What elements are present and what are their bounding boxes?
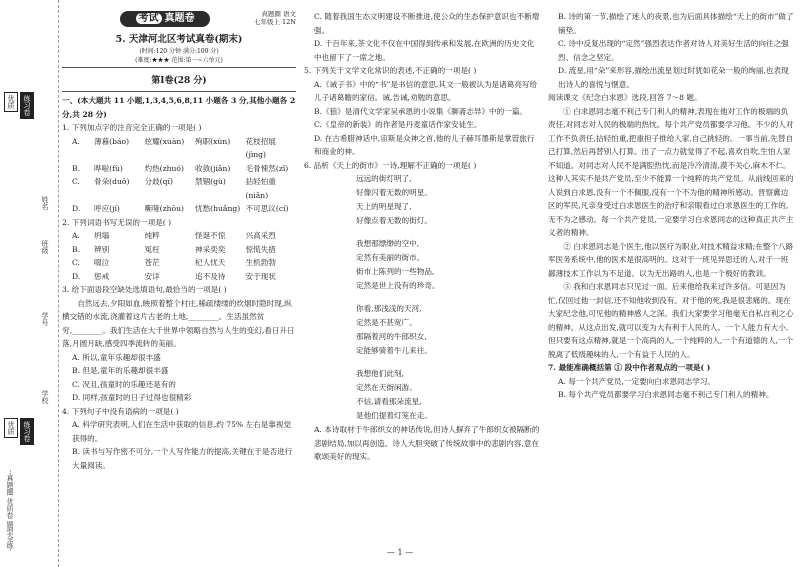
exam-title: 5. 天津河北区考试真卷(期末) (115, 34, 243, 45)
column-3 (548, 10, 794, 402)
option-d: D. 同样,孩童时的日子过得也很精彩 (72, 393, 192, 402)
exam-info-time: (时间:120 分钟 满分:100 分) (139, 47, 219, 55)
column-1 (62, 10, 296, 472)
question-7 (548, 361, 794, 402)
question-3 (62, 283, 296, 405)
question-stem: 7. 最能准确概括第 ① 段中作者观点的一项是( ) (548, 363, 711, 372)
question-stem: 1. 下列加点字的注音完全正确的一项是( ) (62, 123, 202, 132)
option-a: A. 所以,童年乐趣却很丰盛 (72, 352, 161, 362)
question-stem: 4. 下列句子中没有语病的一项是( ) (62, 406, 179, 416)
option-d: D. 千百年来,茶文化不仅在中国得到传承和发展,在欧洲的历史文化中也留下了一席之地。 (314, 39, 535, 62)
badge-bottom-dark: 练习卷 (20, 418, 34, 445)
column-2 (304, 10, 542, 464)
passage-paragraph-2: ② 白求恩同志是个医生,他以医疗为职业,对技术精益求精;在整个八路军医务系统中,他的医术是很高明的。这对于一班见异思迁的人,对于一班鄙薄技术工作以为不足道、以为无出路的人,也是一个极好的教训。 (548, 241, 794, 278)
badge-top: 优质 (4, 92, 18, 112)
passage-paragraph-3: ③ 我和白求恩同志只见过一面。后来他给我来过许多信。可是因为忙,仅回过他一封信,还不知他收到没有。对于他的死,我是很悲痛的。现在大家纪念他,可见他的精神感人之深。我们大家要学习他毫无自私自利之心的精神。从这点出发,就可以变为大有利于人民的人。一个人能力有大小,但只要有这点精神,就是一个高尚的人,一个纯粹的人,一个有道德的人,一个脱离了低级趣味的人,一个有益于人民的人。 (548, 282, 794, 359)
option-b: B.《狼》是清代文学家吴承恩的小说集《聊斋志异》中的一篇。 (314, 106, 528, 116)
option-c: C. 诗中反复出现的“定然”强烈表达作者对诗人对美好生活的向往之强烈、信念之坚定。 (558, 39, 789, 62)
question-5 (304, 64, 542, 159)
page-number: — 1 — (386, 548, 414, 557)
section-title: 第Ⅰ卷(28 分) (151, 75, 207, 86)
question-1 (62, 121, 296, 216)
label-school: 学校 (41, 390, 49, 404)
poem: 远远的街灯明了, 好像闪着无数的明星。 天上的明星现了, 好像点着无数的街灯。 我想那缥缈的空中, 定然有美丽的街市。 街市上陈列的一些物品, 定然是世上没有的珍奇。 你看,那浅浅的天河, 定然是不甚宽广。 那隔着河的牛郎织女, 定能够骑着牛儿来往。 我想他们此刻, 定然在天街闲游。 不信,请看那朵流星, 是他们提着灯笼在走。 (356, 174, 440, 420)
reading-intro: 阅读课文《纪念白求恩》选段,回答 7～8 题。 (548, 93, 702, 102)
instructions: 一、(本大题共 11 小题,1,3,4,5,6,8,11 小题各 3 分,其他小题各 2 分,共 28 分) (62, 96, 296, 119)
option-b: B. 诗的第一节,描绘了迷人的夜景,也为后面具体描绘“天上的街市”做了铺垫。 (558, 12, 794, 35)
header (62, 10, 296, 30)
option-grid: A. 坍塌 纯粹 怪诞不惊 兴高采烈 B. 辨别 冤枉 神采奕奕 惊慌失措 C. 啜泣 苍茫 杞人忧天 生机勃勃 D. 惩戒 安详 追不及待 安于现状 (72, 231, 276, 281)
question-stem: 5. 下列关于文学文化常识的表述,不正确的一项是( ) (304, 66, 477, 75)
option-b: B. 但是,童年的乐趣却很丰盛 (72, 366, 169, 375)
header-meta: 真题圈 语文 七年级上 12N (253, 10, 296, 26)
option-d: D. 在古希腊神话中,宙斯是众神之首,他的儿子赫耳墨斯是掌管旅行和商业的神。 (314, 133, 535, 156)
question-stem: 2. 下列词语书写无误的一项是( ) (62, 217, 172, 227)
exam-info-difficulty: (难度:★★★ 范围:第一~六单元) (135, 56, 223, 64)
option-a: A. 每一个共产党员,一定要向白求恩同志学习。 (558, 376, 716, 386)
binding-margin (0, 0, 59, 567)
label-class: 班级 (41, 240, 49, 254)
question-stem: 3. 给下面语段空缺处选填语句,最恰当的一项是( ) (62, 285, 227, 294)
badge-top-dark: 练习卷 (20, 92, 34, 119)
question-6 (304, 159, 542, 464)
label-id: 学号 (41, 312, 49, 326)
question-passage: 自然远去,夕阳如血,映照着整个村庄,稀疏缕缕的炊烟时隐时现,纵横交错的水流,浇灌着这片古老的土地,________。生活虽然贫穷,________。我们生活在大千世界中领略自然与人生的变幻,看日升日落,月圆月缺,感受四季流转的美丽。 (62, 298, 295, 348)
question-2 (62, 216, 296, 284)
badge-bottom: 优质 (4, 418, 18, 438)
option-a: A. 本诗取材于牛郎织女的神话传说,但诗人摒弃了牛郎织女被隔断的悲剧结局,加以再创造。诗人大胆突破了传统故事中的悲剧内容,意在歌颂美好的现实。 (314, 425, 540, 461)
option-c: C. 况且,孩童时的乐趣还是有的 (72, 379, 176, 389)
question-stem: 6. 品析《天上的街市》一诗,理解不正确的一项是( ) (304, 160, 477, 170)
question-4 (62, 405, 296, 473)
option-b: B. 每个共产党员都要学习白求恩同志毫不利己专门利人的精神。 (558, 390, 774, 399)
option-c: C. 随着我国生态文明建设不断推进,使公众的生态保护意识也不断增强。 (314, 12, 540, 35)
option-c: C.《皇帝的新装》的作者是丹麦童话作家安徒生。 (314, 120, 482, 129)
passage-paragraph-1: ① 白求恩同志毫不利己专门利人的精神,表现在他对工作的极端的负责任,对同志对人民的极端的热忱。每个共产党员都要学习他。不少的人对工作不负责任,拈轻怕重,把重担子推给人家,自己挑轻的。一事当前,先替自己打算,然后再替别人打算。出了一点力就觉得了不起,喜欢自吹,生怕人家不知道。对同志对人民不是满腔热忱,而是冷冷清清,漠不关心,麻木不仁。这种人其实不是共产党员,至少不能算一个纯粹的共产党员。从前线回来的人说到白求恩,没有一个不佩服,没有一个不为他的精神所感动。晋察冀边区的军民,凡亲身受过白求恩医生的治疗和亲眼看过白求恩医生的工作的,无不为之感动。每一个共产党员,一定要学习白求恩同志的这种真正共产主义者的精神。 (548, 106, 794, 237)
option-grid: A. 薄暮(báo) 炫耀(xuàn) 殉职(xùn) 花枝招展(jìng) B. 哗啦(fù) 灼热(zhuó) 收敛(jiǎn) 毛骨悚然(zǐ) C. 骨朵(duǒ) 分歧(qí) 禁锢(gù) 拈轻怕重(niǎn) D. 呼应(jí) 嘶哑(zhōu) 忧愁(huǎng) 不可思议(cí) (72, 136, 289, 213)
label-name: 姓名 (41, 196, 49, 210)
option-a: A. 科学研究表明,人们在生活中获取的信息,约 75% 左右是靠视觉获得的。 (72, 420, 292, 443)
option-d: D. 流星,用“朵”来形容,描绘出流星划过时犹如花朵一般的绚丽,也表现出诗人的喜悦与惬意。 (558, 66, 789, 89)
option-b: B. 读书与写作密不可分,一个人写作能力的提高,关键在于是否进行大量阅读。 (72, 447, 293, 470)
margin-bottom-text: ··真题圈 优质卷 题型全练· (6, 470, 14, 552)
option-a: A.《诫子书》中的“书”是书信的意思,其文一般被认为是诸葛亮写给儿子诸葛瞻的家信。诫,告诫,劝勉的意思。 (314, 79, 538, 102)
logo: 考试 真题卷 (120, 11, 210, 27)
